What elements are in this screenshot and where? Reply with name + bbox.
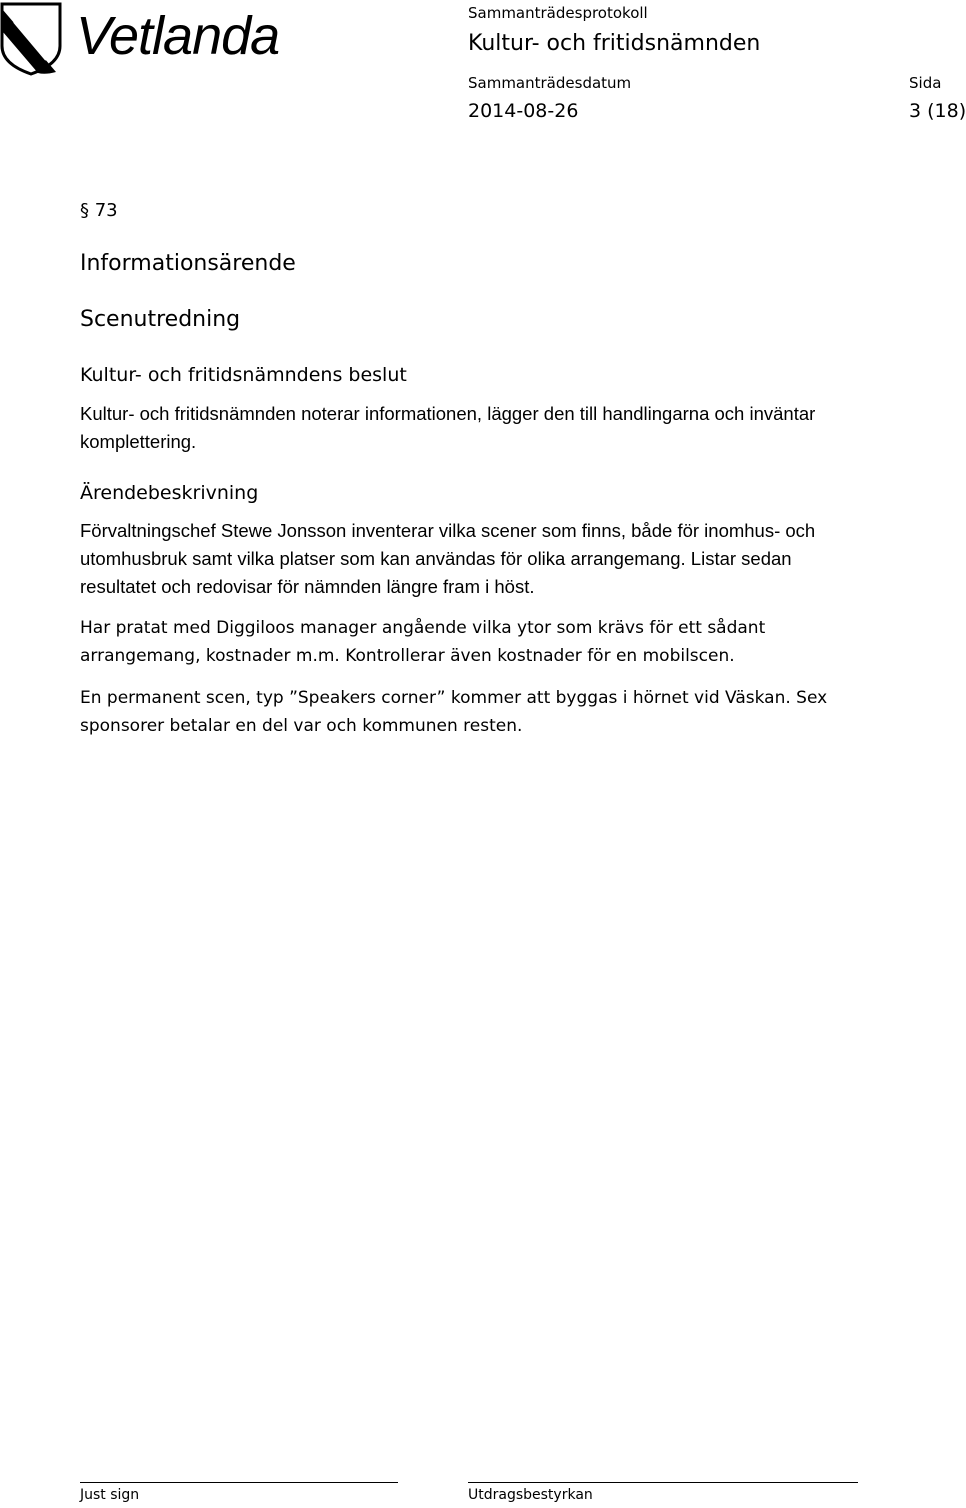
utdragsbestyrkan-label: Utdragsbestyrkan <box>468 1487 593 1503</box>
page-label: Sida <box>909 74 942 92</box>
description-heading: Ärendebeskrivning <box>80 482 259 504</box>
section-number: § 73 <box>80 200 118 221</box>
committee-name: Kultur- och fritidsnämnden <box>468 31 761 56</box>
description-paragraph-3: En permanent scen, typ ”Speakers corner” kommer att byggas i hörnet vid Väskan. Sex sponsorer betalar en del var och kommunen resten. <box>80 688 828 736</box>
logo-wordmark: Vetlanda <box>76 6 280 66</box>
page-subtitle: Scenutredning <box>80 307 241 332</box>
coat-of-arms-icon <box>0 2 62 76</box>
page-number: 3 (18) <box>909 100 966 122</box>
decision-text: Kultur- och fritidsnämnden noterar informationen, lägger den till handlingarna och inväntar komplettering. <box>80 403 816 452</box>
description-paragraph-2: Har pratat med Diggiloos manager angående vilka ytor som krävs för ett sådant arrangemang, kostnader m.m. Kontrollerar även kostnader för en mobilscen. <box>80 618 766 666</box>
page-title: Informationsärende <box>80 251 296 276</box>
just-sign-label: Just sign <box>80 1487 140 1503</box>
municipality-logo <box>0 0 300 78</box>
signature-line <box>80 1482 398 1483</box>
decision-heading: Kultur- och fritidsnämndens beslut <box>80 364 407 386</box>
meeting-date: 2014-08-26 <box>468 100 579 122</box>
protocol-label: Sammanträdesprotokoll <box>468 4 648 22</box>
meeting-date-label: Sammanträdesdatum <box>468 74 632 92</box>
description-paragraph-1: Förvaltningschef Stewe Jonsson inventerar vilka scener som finns, både för inomhus- och utomhusbruk samt vilka platser som kan användas för olika arrangemang. Listar sedan resultatet och redovisar för nämnden längre fram i höst. <box>80 520 816 597</box>
certification-line <box>468 1482 858 1483</box>
